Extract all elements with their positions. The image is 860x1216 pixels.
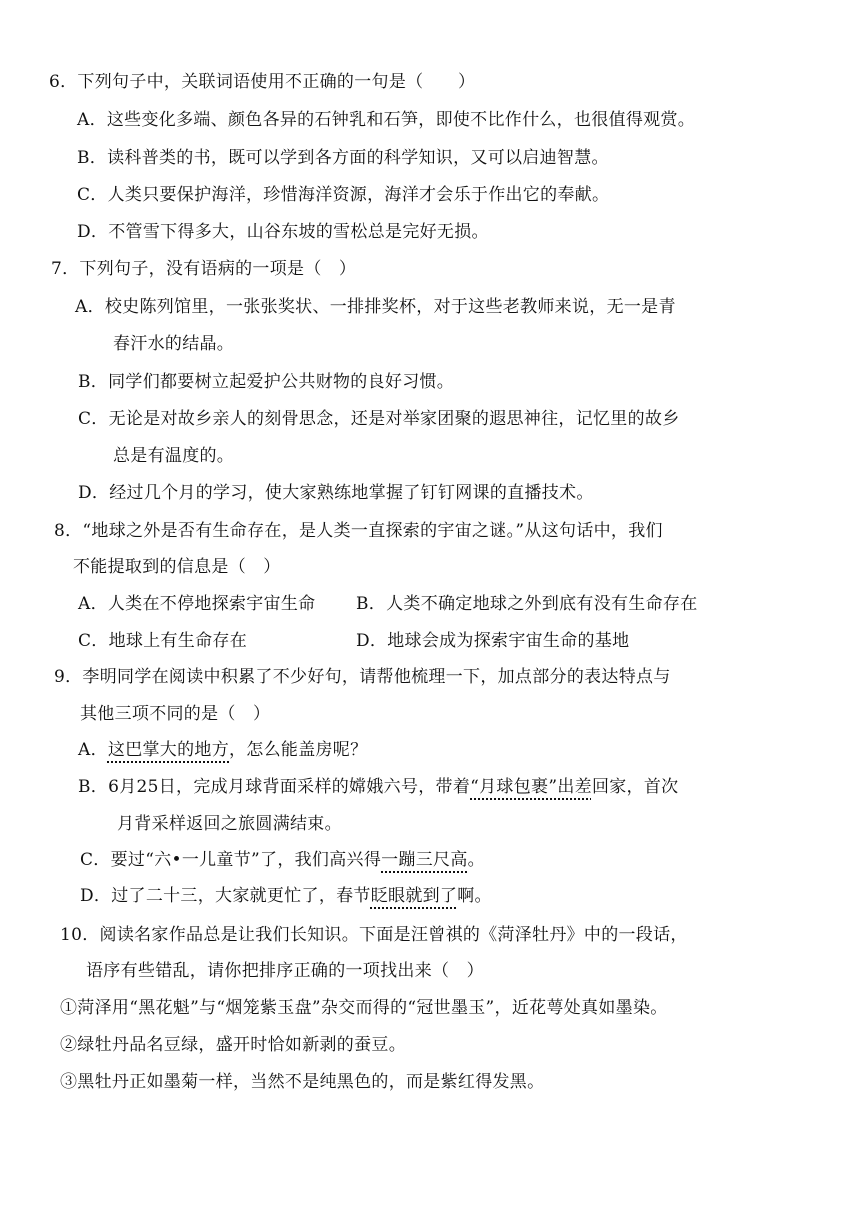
q9-option-b-cont: 月背采样返回之旅圆满结束。 [117, 814, 342, 834]
q9-c-prefix: C．要过“六•一儿童节”了，我们高兴得 [80, 850, 382, 870]
q8-stem: 8．“地球之外是否有生命存在，是人类一直探索的宇宙之谜。”从这句话中，我们 [54, 521, 663, 541]
q9-option-a [78, 739, 367, 761]
q6-option-d: D．不管雪下得多大，山谷东坡的雪松总是完好无损。 [77, 222, 489, 242]
q9-d-dotted-phrase: 眨眼就到了 [370, 886, 458, 906]
q9-option-c [80, 849, 485, 871]
q7-option-c-cont: 总是有温度的。 [113, 446, 235, 466]
q9-stem: 9．李明同学在阅读中积累了不少好句，请帮他梳理一下，加点部分的表达特点与 [54, 667, 671, 687]
q9-b-suffix: 回家，首次 [591, 777, 679, 797]
q8-option-b: B．人类不确定地球之外到底有没有生命存在 [356, 594, 698, 614]
q8-option-d: D．地球会成为探索宇宙生命的基地 [356, 631, 630, 651]
q9-c-suffix: 。 [467, 850, 485, 870]
q8-option-c: C．地球上有生命存在 [78, 631, 248, 651]
q7-option-a-cont: 春汗水的结晶。 [113, 334, 235, 354]
q6-option-c: C．人类只要保护海洋，珍惜海洋资源，海洋才会乐于作出它的奉献。 [77, 185, 610, 205]
q7-stem: 7．下列句子，没有语病的一项是（ ） [51, 259, 357, 279]
q9-d-prefix: D．过了二十三，大家就更忙了，春节 [80, 886, 371, 906]
q8-option-a: A．人类在不停地探索宇宙生命 [78, 594, 316, 614]
q8-stem-cont: 不能提取到的信息是（ ） [73, 557, 281, 577]
q10-sentence-3: ③黑牡丹正如墨菊一样，当然不是纯黑色的，而是紫红得发黑。 [60, 1072, 545, 1092]
q9-b-prefix: B．6月25日，完成月球背面采样的嫦娥六号，带着 [78, 777, 471, 797]
q10-stem-cont: 语序有些错乱，请你把排序正确的一项找出来（ ） [86, 961, 484, 981]
q7-option-c: C．无论是对故乡亲人的刻骨思念，还是对举家团聚的遐思神往，记忆里的故乡 [78, 409, 680, 429]
q7-option-a: A．校史陈列馆里，一张张奖状、一排排奖杯，对于这些老教师来说，无一是青 [75, 297, 676, 317]
q9-option-b [78, 776, 678, 798]
q9-c-dotted-phrase: 一蹦三尺高 [381, 850, 468, 870]
q9-a-dotted-phrase: 这巴掌大的地方 [107, 740, 229, 760]
q10-sentence-2: ②绿牡丹品名豆绿，盛开时恰如新剥的蚕豆。 [60, 1035, 406, 1055]
q9-option-d [80, 885, 492, 907]
q10-stem: 10．阅读名家作品总是让我们长知识。下面是汪曾祺的《菏泽牡丹》中的一段话， [60, 925, 688, 945]
q9-b-dotted-phrase: “月球包裹”出差 [470, 777, 592, 797]
q7-option-b: B．同学们都要树立起爱护公共财物的良好习惯。 [78, 372, 455, 392]
q6-option-b: B．读科普类的书，既可以学到各方面的科学知识，又可以启迪智慧。 [77, 148, 609, 168]
q9-a-prefix: A． [78, 740, 108, 760]
q10-sentence-1: ①菏泽用“黑花魁”与“烟笼紫玉盘”杂交而得的“冠世墨玉”，近花萼处真如墨染。 [60, 998, 668, 1018]
q6-option-a: A．这些变化多端、颜色各异的石钟乳和石笋，即使不比作什么，也很值得观赏。 [77, 110, 696, 130]
q9-stem-cont: 其他三项不同的是（ ） [80, 704, 271, 724]
q9-a-suffix: ，怎么能盖房呢？ [229, 740, 368, 760]
q6-stem: 6．下列句子中，关联词语使用不正确的一句是（ ） [49, 72, 476, 92]
q7-option-d: D．经过几个月的学习，使大家熟练地掌握了钉钉网课的直播技术。 [78, 483, 594, 503]
q9-d-suffix: 啊。 [457, 886, 492, 906]
